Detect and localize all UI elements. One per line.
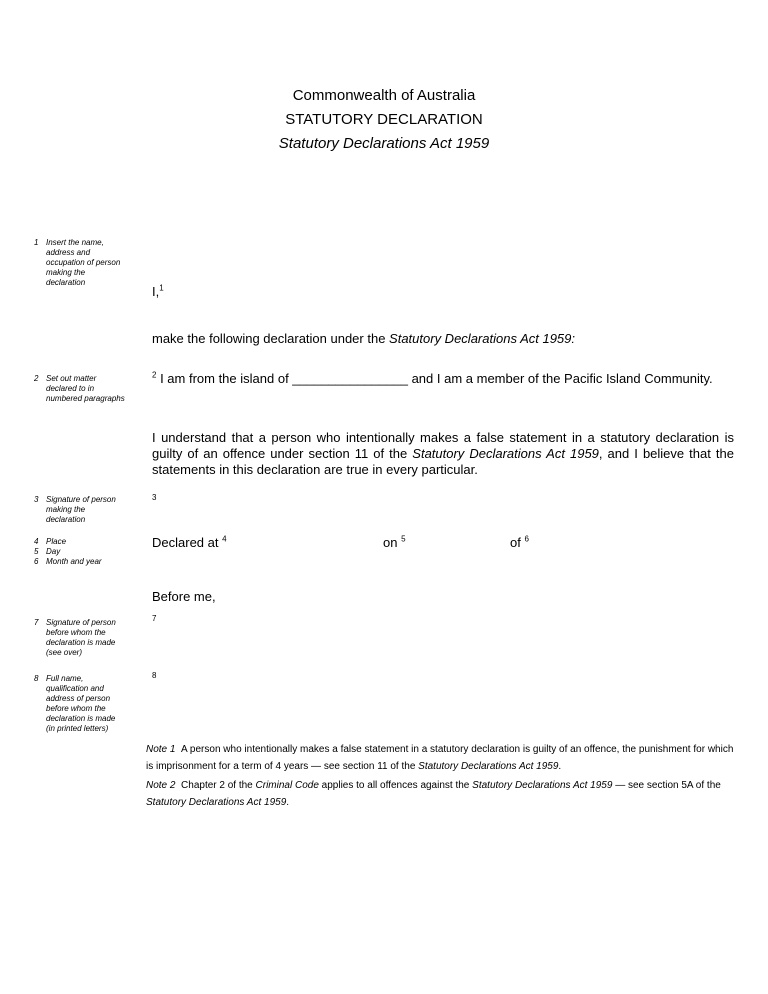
note-2-text: Chapter 2 of the <box>181 780 256 791</box>
form-act-name: Statutory Declarations Act 1959 <box>278 135 490 152</box>
note-2-label: Note 2 <box>146 780 176 791</box>
margin-note-text: Month and year <box>46 557 102 566</box>
declared-of-label: of <box>510 535 521 550</box>
margin-note-text: Signature of person before whom the declaration is made (see over) <box>46 618 116 657</box>
margin-note-text: Place <box>46 537 67 546</box>
note-2-text-mid: applies to all offences against the <box>318 780 473 791</box>
margin-note-number: 8 <box>34 674 39 683</box>
before-me-label: Before me, <box>152 589 216 604</box>
form-title: STATUTORY DECLARATION <box>285 111 483 128</box>
margin-note-text: Set out matter declared to in numbered paragraphs <box>46 374 125 403</box>
declared-of <box>510 535 529 550</box>
understanding-text-post: , and I believe that the statements in this declaration are true in every particular. <box>152 446 734 477</box>
form-jurisdiction: Commonwealth of Australia <box>292 87 476 104</box>
understanding-act-name: Statutory Declarations Act 1959 <box>412 446 599 461</box>
margin-note-text: Day <box>46 547 61 556</box>
note-2-act-name: Statutory Declarations Act 1959 <box>472 780 613 791</box>
declared-at-label: Declared at <box>152 535 219 550</box>
margin-note-2 <box>34 374 126 404</box>
margin-note-5 <box>34 547 126 557</box>
margin-note-number: 4 <box>34 537 39 546</box>
note-2-act-name-2: Statutory Declarations Act 1959 <box>146 797 287 808</box>
margin-note-number: 2 <box>34 374 39 383</box>
intro-act-name: Statutory Declarations Act 1959: <box>389 331 575 346</box>
declared-at-line <box>152 535 227 550</box>
footnote-ref-2: 2 <box>152 370 157 380</box>
witness-details-marker-8: 8 <box>152 671 157 680</box>
margin-note-text: Insert the name, address and occupation of person making the declaration <box>46 238 121 287</box>
margin-note-number: 1 <box>34 238 39 247</box>
margin-note-number: 6 <box>34 557 39 566</box>
understanding-text-pre: I understand that a person who intentionally makes a false statement in a statutory declaration is guilty of an offence under section 11 of the <box>152 430 734 461</box>
paragraph-2-text: I am from the island of ________________ and I am a member of the Pacific Island Community. <box>156 371 713 386</box>
note-1-text: A person who intentionally makes a false statement in a statutory declaration is guilty of an offence, the punishment for which is imprisonment for a term of 4 years — see section 11 of the <box>146 744 734 772</box>
note-2-code-name: Criminal Code <box>255 780 319 791</box>
footnote-ref-4: 4 <box>222 534 227 544</box>
declared-on <box>383 535 406 550</box>
witness-signature-marker-7: 7 <box>152 614 157 623</box>
declaration-paragraph-2 <box>152 371 713 386</box>
intro-text: make the following declaration under the <box>152 331 390 346</box>
footnote-ref-5: 5 <box>401 534 406 544</box>
note-2-text-mid2: — see section 5A of the <box>612 780 721 791</box>
note-2-end: . <box>286 797 290 808</box>
declarant-label: I, <box>152 284 160 299</box>
margin-note-3 <box>34 495 126 525</box>
declared-on-label: on <box>383 535 398 550</box>
margin-note-7 <box>34 618 126 658</box>
margin-note-text: Full name, qualification and address of person before whom the declaration is made (in printed letters) <box>46 674 116 733</box>
margin-note-number: 3 <box>34 495 39 504</box>
footnote-ref-1: 1 <box>159 283 164 293</box>
margin-note-number: 7 <box>34 618 39 627</box>
note-1-end: . <box>558 761 562 772</box>
note-2 <box>146 777 738 811</box>
note-1 <box>146 741 738 775</box>
margin-note-text: Signature of person making the declaration <box>46 495 116 524</box>
note-1-act-name: Statutory Declarations Act 1959 <box>418 761 559 772</box>
margin-note-8 <box>34 674 126 734</box>
understanding-statement <box>152 430 734 478</box>
note-1-label: Note 1 <box>146 744 176 755</box>
margin-note-6 <box>34 557 126 567</box>
declaration-intro <box>152 331 575 346</box>
footnote-ref-6: 6 <box>524 534 529 544</box>
declarant-line <box>152 284 164 299</box>
signature-marker-3: 3 <box>152 493 157 502</box>
margin-note-4 <box>34 537 126 547</box>
margin-note-number: 5 <box>34 547 39 556</box>
margin-note-1 <box>34 238 126 288</box>
